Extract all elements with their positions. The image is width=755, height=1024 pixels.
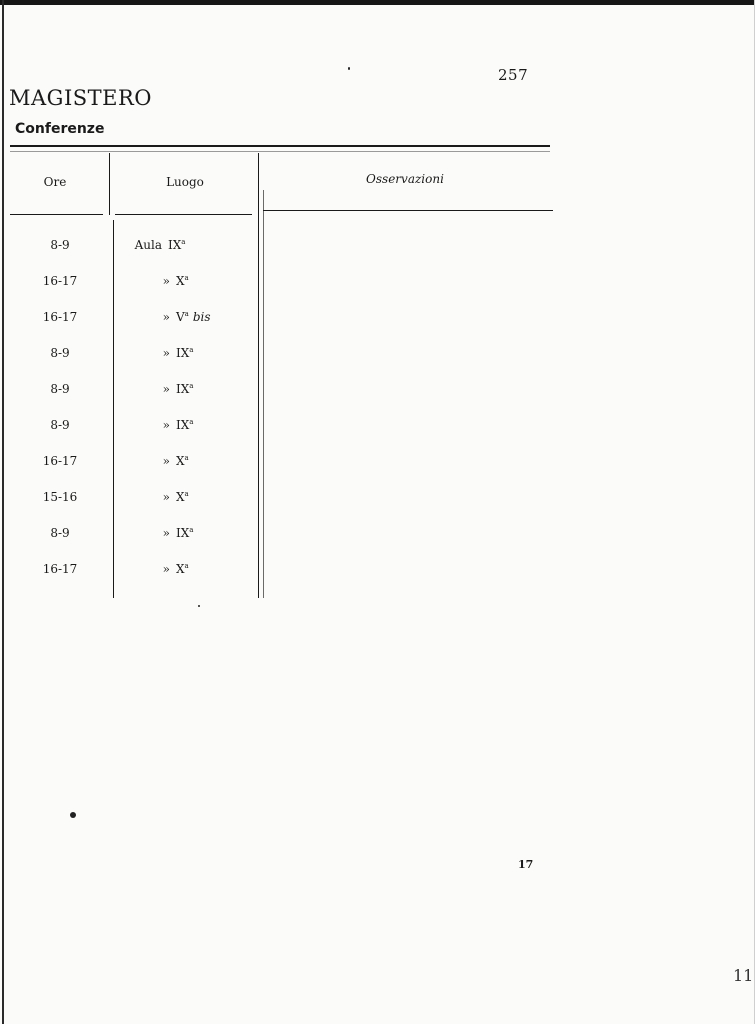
col-divider-1 — [109, 153, 110, 215]
table-row — [0, 454, 300, 474]
cell-luogo — [127, 238, 237, 252]
cell-luogo — [140, 310, 250, 324]
cell-ore: 16-17 — [42, 454, 78, 468]
ink-speck — [348, 67, 350, 70]
luogo-room — [176, 346, 193, 360]
table-row — [0, 526, 300, 546]
table-row — [0, 562, 300, 582]
table-top-rule — [10, 145, 550, 147]
room-numeral: X — [176, 490, 185, 504]
corner-mark: 11 — [733, 966, 754, 985]
luogo-prefix: » — [162, 562, 170, 576]
luogo-room — [176, 418, 193, 432]
cell-ore: 8-9 — [50, 346, 70, 360]
table-row — [0, 490, 300, 510]
cell-luogo — [140, 346, 250, 360]
luogo-room — [176, 454, 189, 468]
cell-ore: 15-16 — [42, 490, 78, 504]
room-ordinal-suffix: a — [184, 274, 189, 282]
header-osservazioni: Osservazioni — [366, 172, 444, 186]
header-rule-ore — [10, 214, 103, 215]
room-ordinal-suffix: a — [189, 418, 194, 426]
room-numeral: IX — [176, 346, 190, 360]
room-ordinal-suffix: a — [189, 526, 194, 534]
room-numeral: IX — [168, 238, 182, 252]
signature-number: 17 — [518, 858, 534, 871]
luogo-prefix: » — [162, 382, 170, 396]
page-left-edge — [2, 0, 4, 1024]
luogo-prefix: » — [162, 346, 170, 360]
table-row — [0, 238, 300, 258]
cell-luogo — [140, 490, 250, 504]
luogo-note: bis — [192, 310, 211, 324]
table-top-thin-rule — [10, 151, 550, 152]
ink-speck — [70, 812, 76, 818]
luogo-prefix: » — [162, 274, 170, 288]
cell-ore: 8-9 — [50, 238, 70, 252]
cell-luogo — [140, 562, 250, 576]
cell-ore: 8-9 — [50, 418, 70, 432]
cell-luogo — [140, 418, 250, 432]
room-ordinal-suffix: a — [189, 346, 194, 354]
luogo-room — [176, 310, 189, 324]
room-numeral: IX — [176, 382, 190, 396]
luogo-room — [176, 490, 189, 504]
header-rule-luogo — [115, 214, 252, 215]
room-numeral: X — [176, 562, 185, 576]
room-ordinal-suffix: a — [181, 238, 186, 246]
cell-ore: 16-17 — [42, 310, 78, 324]
luogo-room — [168, 238, 185, 252]
cell-ore: 16-17 — [42, 274, 78, 288]
table-row — [0, 310, 300, 330]
cell-luogo — [140, 274, 250, 288]
room-ordinal-suffix: a — [184, 490, 189, 498]
cell-ore: 16-17 — [42, 562, 78, 576]
header-luogo: Luogo — [166, 175, 204, 189]
room-numeral: X — [176, 274, 185, 288]
cell-luogo — [140, 454, 250, 468]
luogo-room — [176, 526, 193, 540]
header-rule-obs — [263, 210, 553, 211]
luogo-room — [176, 562, 189, 576]
section-title: MAGISTERO — [9, 86, 152, 110]
page-top-edge — [0, 0, 755, 5]
luogo-room — [176, 274, 189, 288]
room-ordinal-suffix: a — [184, 454, 189, 462]
room-numeral: X — [176, 454, 185, 468]
luogo-prefix: » — [162, 454, 170, 468]
luogo-room — [176, 382, 193, 396]
subtitle: Conferenze — [15, 121, 105, 137]
room-numeral: V — [176, 310, 185, 324]
cell-luogo — [140, 382, 250, 396]
luogo-prefix: » — [162, 490, 170, 504]
room-ordinal-suffix: a — [184, 310, 189, 318]
room-numeral: IX — [176, 418, 190, 432]
cell-ore: 8-9 — [50, 382, 70, 396]
luogo-prefix: » — [162, 310, 170, 324]
table-row — [0, 382, 300, 402]
table-row — [0, 274, 300, 294]
cell-luogo — [140, 526, 250, 540]
ink-speck — [198, 605, 200, 607]
room-numeral: IX — [176, 526, 190, 540]
luogo-prefix: Aula — [134, 238, 162, 252]
room-ordinal-suffix: a — [184, 562, 189, 570]
room-ordinal-suffix: a — [189, 382, 194, 390]
page-number: 257 — [498, 66, 529, 84]
luogo-prefix: » — [162, 418, 170, 432]
header-ore: Ore — [43, 175, 67, 189]
luogo-prefix: » — [162, 526, 170, 540]
table-row — [0, 346, 300, 366]
table-row — [0, 418, 300, 438]
cell-ore: 8-9 — [50, 526, 70, 540]
